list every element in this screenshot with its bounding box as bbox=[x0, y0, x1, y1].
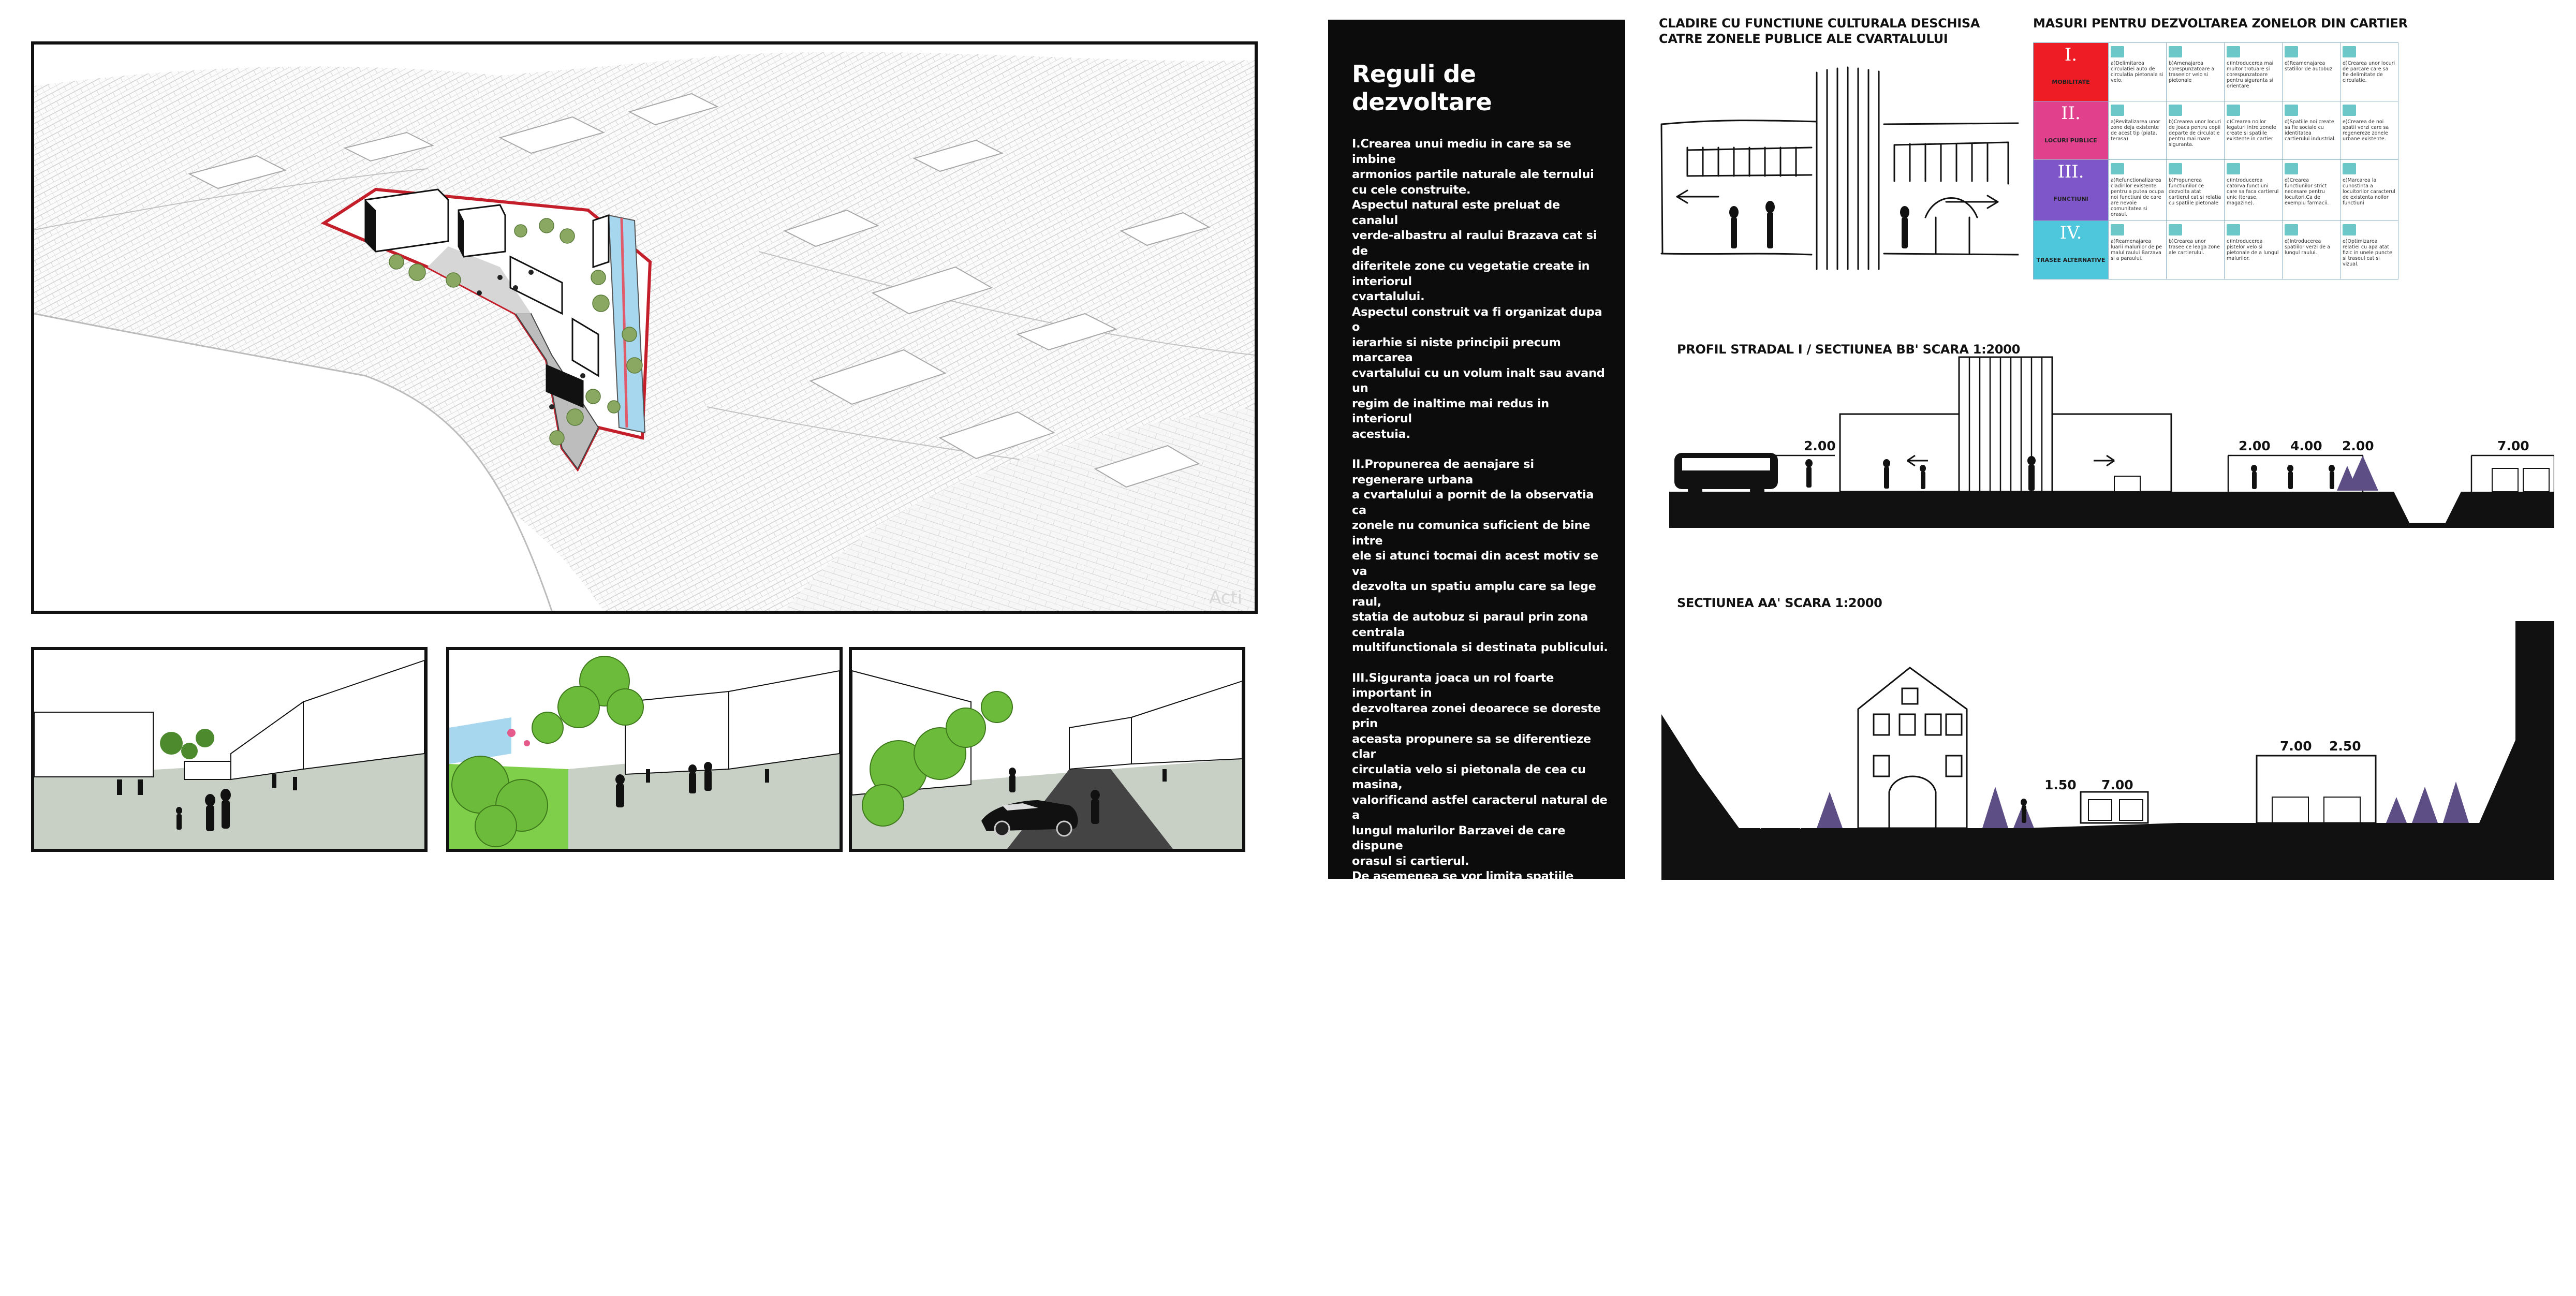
section-aa-title: SECTIUNEA AA' SCARA 1:2000 bbox=[1677, 595, 1882, 611]
cultural-building-sketch bbox=[1656, 62, 2019, 305]
section-aa-drawing bbox=[1661, 616, 2554, 880]
measures-row-header bbox=[2034, 160, 2109, 221]
measure-pictogram-icon bbox=[2169, 46, 2182, 57]
rules-title: Reguli de dezvoltare bbox=[1352, 60, 1609, 116]
row-numeral: IV. bbox=[2034, 230, 2108, 236]
measure-pictogram-icon bbox=[2227, 224, 2240, 235]
measures-matrix bbox=[2033, 42, 2398, 279]
bb-dim-3: 4.00 bbox=[2290, 438, 2322, 453]
measure-pictogram-icon bbox=[2285, 163, 2298, 174]
watermark: Acti bbox=[1209, 587, 1242, 608]
measure-pictogram-icon bbox=[2343, 46, 2356, 57]
bb-dim-1: 2.00 bbox=[1804, 438, 1836, 453]
rule-paragraph-3: III.Siguranta joaca un rol foarte important in dezvoltarea zonei deoarece se doreste prin aceasta propunere sa se diferentieze clar circulatia velo si pietonala de cea cu masina, valorificand astfel caracterul natural de a lungul malurilor Barzavei de care dispune orasul si cartierul. De asemenea se vor limita spatiile strampte si intunecate,ori prin anularea acestora cu vegetatie ori prin largirea lor. bbox=[1352, 671, 1609, 946]
measure-text: a)Revitalizarea unor zone deja existente de acest tip (piata, terasa) bbox=[2111, 119, 2160, 142]
measure-cell bbox=[2283, 101, 2341, 160]
perspective-drawing-1 bbox=[34, 650, 424, 849]
measure-cell bbox=[2341, 43, 2398, 101]
bb-dim-5: 7.00 bbox=[2497, 438, 2529, 453]
measure-pictogram-icon bbox=[2111, 163, 2124, 174]
measures-title: MASURI PENTRU DEZVOLTAREA ZONELOR DIN CARTIER bbox=[2033, 16, 2408, 31]
measure-text: e)Crearea de noi spatii verzi care sa regenereze zonele urbane existente. bbox=[2343, 119, 2389, 142]
cultural-building-title: CLADIRE CU FUNCTIUNE CULTURALA DESCHISA CATRE ZONELE PUBLICE ALE CVARTALULUI bbox=[1659, 16, 1980, 47]
perspective-view-1 bbox=[31, 647, 428, 852]
measure-cell bbox=[2109, 160, 2167, 221]
measure-cell bbox=[2225, 43, 2283, 101]
rule-paragraph-4: IV.La noile zone dezvoltate se va avea in vedere caracterul cartierului si anume cel industrial,acesta va fi reutilizat cu diferite functiuni de care are nevoie atat orasul cat si cartierul si se va propune ca,cladirile vechi industriale sa fie inserate in tesutul urban cat si la nivel de comunitate si viata sociala. bbox=[1352, 961, 1609, 1174]
measures-row bbox=[2034, 221, 2398, 279]
rule-paragraph-2: II.Propunerea de aenajare si regenerare urbana a cvartalului a pornit de la observatia ca zonele nu comunica suficient de bine intre ele si atunci tocmai din acest motiv se va dezvolta un spatiu amplu care sa lege raul, statia de autobuz si paraul prin zona centrala multifunctionala si destinata publicului. bbox=[1352, 457, 1609, 656]
aerial-view-drawing bbox=[34, 45, 1255, 611]
measures-row bbox=[2034, 43, 2398, 101]
row-numeral: I. bbox=[2034, 52, 2108, 58]
perspective-drawing-3 bbox=[852, 650, 1242, 849]
measure-text: e)Marcarea la cunostinta a locuitorilor caracterul de existenta noilor functiuni bbox=[2343, 178, 2395, 206]
measure-cell bbox=[2109, 221, 2167, 279]
measure-cell bbox=[2283, 160, 2341, 221]
measures-row bbox=[2034, 101, 2398, 160]
measure-text: b)Crearea unor locuri de joaca pentru copii departe de circulatie pentru mai mare siguranta. bbox=[2169, 119, 2221, 148]
row-numeral: II. bbox=[2034, 111, 2108, 116]
measure-cell bbox=[2109, 101, 2167, 160]
aa-dim-4: 2.50 bbox=[2329, 739, 2361, 754]
measure-text: c)Crearea noilor legaturi intre zonele create si spatiile existente in cartier bbox=[2227, 119, 2276, 142]
section-bb-drawing bbox=[1669, 352, 2554, 528]
measure-text: a)Reamenajarea luarii malurilor de pe malul raului Barzava si a paraului. bbox=[2111, 239, 2162, 261]
row-category-label: TRASEE ALTERNATIVE bbox=[2034, 257, 2108, 263]
measure-pictogram-icon bbox=[2227, 105, 2240, 116]
development-rules-panel bbox=[1328, 20, 1625, 879]
measure-pictogram-icon bbox=[2169, 163, 2182, 174]
measure-cell bbox=[2225, 160, 2283, 221]
measure-text: d)Spatiile noi create sa fie sociale cu identitatea cartierului industrial. bbox=[2285, 119, 2336, 142]
aerial-view-frame bbox=[31, 41, 1258, 614]
measure-text: d)Introducerea spatiilor verzi de a lungul raului. bbox=[2285, 239, 2330, 256]
measure-pictogram-icon bbox=[2111, 46, 2124, 57]
measure-pictogram-icon bbox=[2343, 224, 2356, 235]
measure-pictogram-icon bbox=[2169, 224, 2182, 235]
measure-pictogram-icon bbox=[2343, 105, 2356, 116]
measure-text: c)Introducerea catorva functiuni care sa faca cartierul unic (terase, magazine). bbox=[2227, 178, 2278, 206]
measure-cell bbox=[2341, 160, 2398, 221]
measure-text: b)Amenajarea corespunzatoare a traseelor velo si pietonale bbox=[2169, 61, 2214, 83]
measure-text: e)Optimizarea relatiei cu apa atat fizic in unele puncte si traseul cat si vizual. bbox=[2343, 239, 2392, 267]
perspective-view-3 bbox=[849, 647, 1245, 852]
measure-cell bbox=[2167, 221, 2225, 279]
measure-cell bbox=[2225, 221, 2283, 279]
row-category-label: LOCURI PUBLICE bbox=[2034, 138, 2108, 143]
measure-text: d)Crearea unor locuri de parcare care sa fie delimitate de circulatie. bbox=[2343, 61, 2395, 83]
row-category-label: FUNCTIUNI bbox=[2034, 196, 2108, 202]
measure-cell bbox=[2225, 101, 2283, 160]
measure-pictogram-icon bbox=[2169, 105, 2182, 116]
row-category-label: MOBILITATE bbox=[2034, 79, 2108, 85]
bb-dim-4: 2.00 bbox=[2342, 438, 2374, 453]
measure-pictogram-icon bbox=[2227, 163, 2240, 174]
measures-row-header bbox=[2034, 221, 2109, 279]
measure-pictogram-icon bbox=[2111, 105, 2124, 116]
measure-text: c)Introducerea mai multor trotuare si corespunzatoare pentru siguranta si orientare bbox=[2227, 61, 2273, 89]
measure-text: a)Refunctionalizarea cladirilor existente pentru a putea ocupa noi functiuni de care are nevoie comunitatea si orasul. bbox=[2111, 178, 2164, 217]
aa-dim-2: 7.00 bbox=[2101, 777, 2133, 792]
measure-text: c)Introducerea pistelor velo si pietonale de a lungul malurilor. bbox=[2227, 239, 2279, 261]
aa-dim-1: 1.50 bbox=[2044, 777, 2077, 792]
measure-cell bbox=[2283, 43, 2341, 101]
measure-pictogram-icon bbox=[2227, 46, 2240, 57]
perspective-drawing-2 bbox=[449, 650, 840, 849]
section-bb-title: PROFIL STRADAL I / SECTIUNEA BB' SCARA 1:2000 bbox=[1677, 342, 2020, 357]
measures-row-header bbox=[2034, 43, 2109, 101]
measure-text: d)Crearea functiunilor strict necesare pentru locuitori.Ca de exemplu farmacii. bbox=[2285, 178, 2329, 206]
measure-pictogram-icon bbox=[2343, 163, 2356, 174]
measure-cell bbox=[2283, 221, 2341, 279]
measures-row bbox=[2034, 160, 2398, 221]
measure-cell bbox=[2341, 221, 2398, 279]
measures-row-header bbox=[2034, 101, 2109, 160]
bb-dim-2: 2.00 bbox=[2239, 438, 2271, 453]
measure-pictogram-icon bbox=[2111, 224, 2124, 235]
measure-pictogram-icon bbox=[2285, 105, 2298, 116]
measure-cell bbox=[2167, 101, 2225, 160]
measure-text: b)Crearea unor trasee ce leaga zone ale cartierului. bbox=[2169, 239, 2220, 256]
aa-dim-3: 7.00 bbox=[2280, 739, 2312, 754]
rule-paragraph-1: I.Crearea unui mediu in care sa se imbine armonios partile naturale ale ternului cu cele construite. Aspectul natural este preluat de canalul verde-albastru al raului Brazava cat si de diferitele zone cu vegetatie create in interiorul cvartalului. Aspectul construit va fi organizat dupa o ierarhie si niste principii precum marcarea cvartalului cu un volum inalt sau avand un regim de inaltime mai redus in interiorul acestuia. bbox=[1352, 137, 1609, 442]
row-numeral: III. bbox=[2034, 169, 2108, 175]
rule-paragraph-5: V.In noile zone construite va exista o trecere fina de la zonele publice catre cele private atat in ceea ce priveste instistutiile cate si spatiile exterioare. bbox=[1352, 1189, 1609, 1296]
measure-cell bbox=[2167, 43, 2225, 101]
measure-pictogram-icon bbox=[2285, 46, 2298, 57]
measure-text: a)Delimitarea circulatiei auto de circulatia pietonala si velo. bbox=[2111, 61, 2163, 83]
measure-pictogram-icon bbox=[2285, 224, 2298, 235]
measure-text: d)Reamenajarea statiilor de autobuz bbox=[2285, 61, 2332, 72]
measure-text: b)Propunerea functiunilor ce dezvolta atat cartierul cat si relatia cu spatiile pietonale bbox=[2169, 178, 2221, 206]
perspective-view-2 bbox=[446, 647, 843, 852]
measure-cell bbox=[2167, 160, 2225, 221]
measure-cell bbox=[2341, 101, 2398, 160]
measure-cell bbox=[2109, 43, 2167, 101]
